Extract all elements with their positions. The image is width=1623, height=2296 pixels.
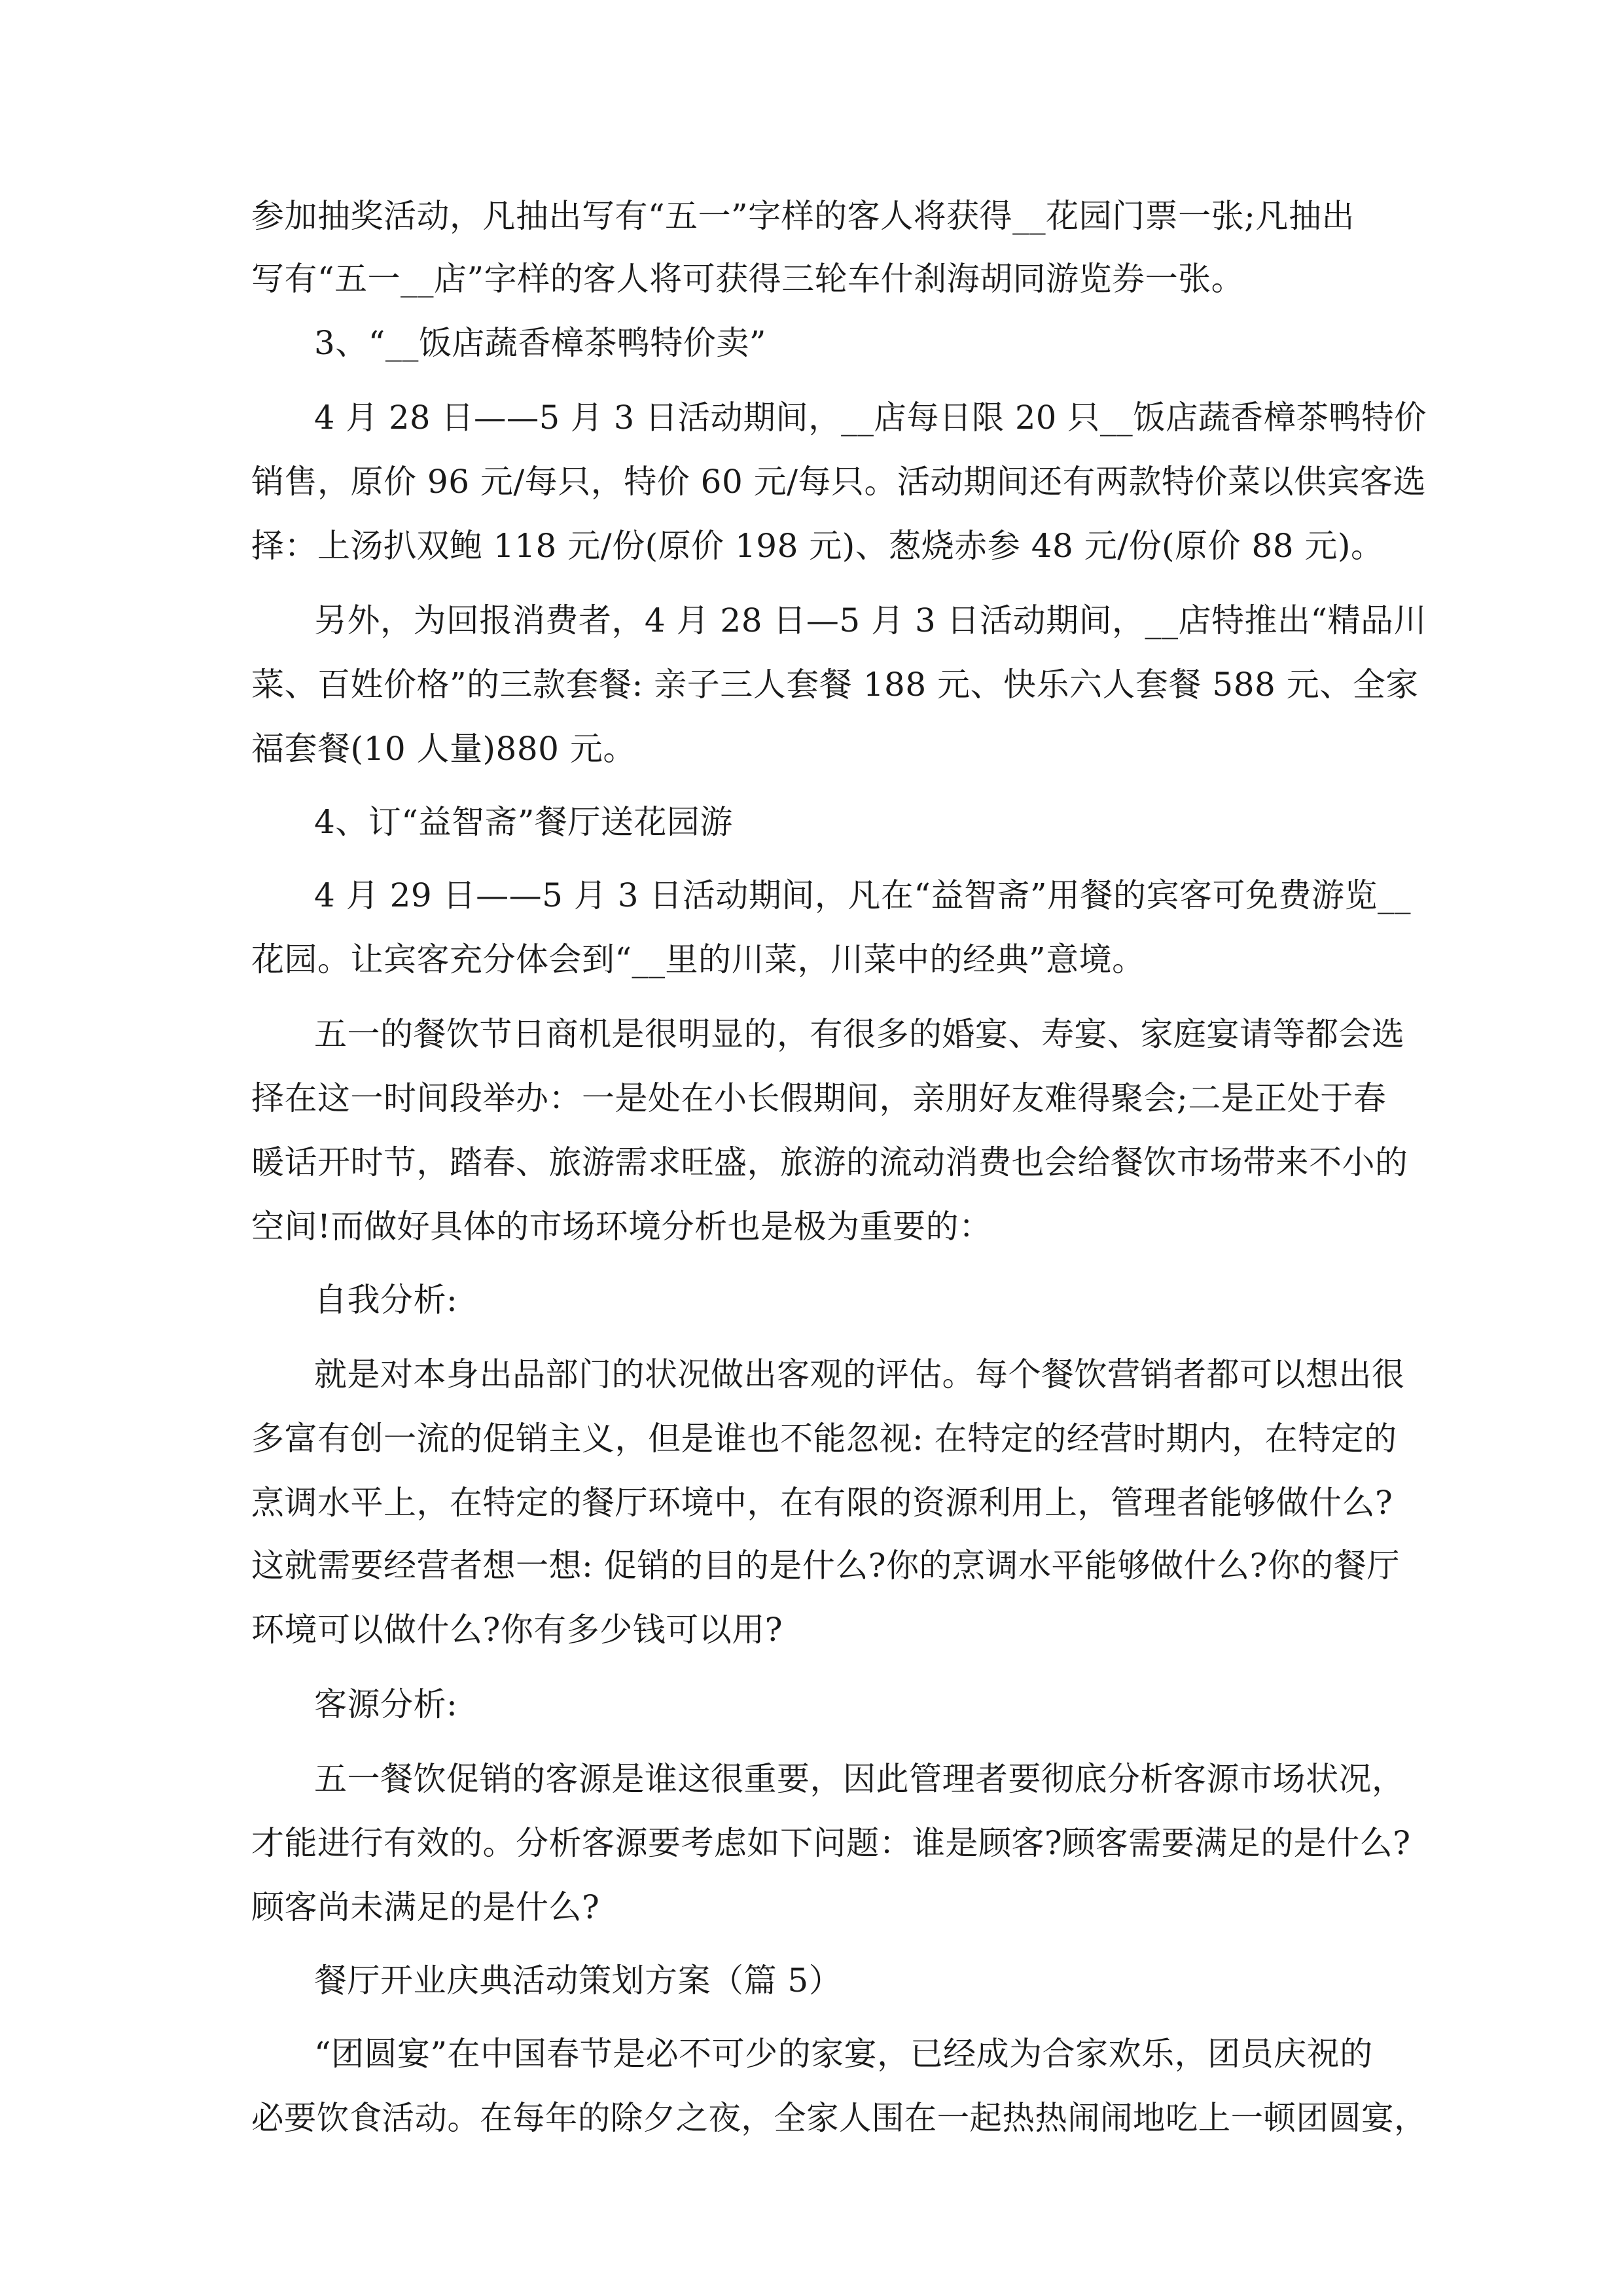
body-line: 4 月 29 日——5 月 3 日活动期间，凡在“益智斋”用餐的宾客可免费游览__ [314,876,1412,914]
body-line: 写有“五一__店”字样的客人将可获得三轮车什刹海胡同游览券一张。 [251,260,1245,298]
body-line: 暖话开时节，踏春、旅游需求旺盛，旅游的流动消费也会给餐饮市场带来不小的 [251,1143,1408,1181]
section-heading: 4、订“益智斋”餐厅送花园游 [314,803,733,841]
body-line: 菜、百姓价格”的三款套餐: 亲子三人套餐 188 元、快乐六人套餐 588 元、全家 [251,666,1419,704]
body-line: 花园。让宾客充分体会到“__里的川菜，川菜中的经典”意境。 [251,941,1145,978]
body-line: 五一餐饮促销的客源是谁这很重要，因此管理者要彻底分析客源市场状况， [314,1760,1405,1798]
body-line: 择：上汤扒双鲍 118 元/份(原价 198 元)、葱烧赤参 48 元/份(原价 88 元)。 [251,527,1384,565]
body-line: 参加抽奖活动，凡抽出写有“五一”字样的客人将获得__花园门票一张;凡抽出 [251,197,1355,235]
body-line: “团圆宴”在中国春节是必不可少的家宴，已经成为合家欢乐，团员庆祝的 [314,2035,1373,2073]
section-heading: 3、“__饭店蔬香樟茶鸭特价卖” [314,324,766,362]
body-line: 销售，原价 96 元/每只，特价 60 元/每只。活动期间还有两款特价菜以供宾客选 [251,463,1427,501]
body-line: 另外，为回报消费者，4 月 28 日—5 月 3 日活动期间，__店特推出“精品川 [314,601,1427,639]
body-line: 烹调水平上，在特定的餐厅环境中，在有限的资源利用上，管理者能够做什么? [251,1484,1393,1522]
body-line: 顾客尚未满足的是什么? [251,1888,600,1926]
body-line: 4 月 28 日——5 月 3 日活动期间，__店每日限 20 只__饭店蔬香樟茶鸭特价 [314,399,1427,437]
body-line: 福套餐(10 人量)880 元。 [251,730,636,768]
body-line: 五一的餐饮节日商机是很明显的，有很多的婚宴、寿宴、家庭宴请等都会选 [314,1015,1405,1053]
body-line: 空间!而做好具体的市场环境分析也是极为重要的： [251,1208,992,1246]
body-line: 就是对本身出品部门的状况做出客观的评估。每个餐饮营销者都可以想出很 [314,1355,1405,1393]
subheading: 自我分析: [314,1281,458,1319]
body-line: 多富有创一流的促销主义，但是谁也不能忽视: 在特定的经营时期内，在特定的 [251,1420,1397,1458]
body-line: 才能进行有效的。分析客源要考虑如下问题：谁是顾客?顾客需要满足的是什么? [251,1824,1411,1862]
subheading: 客源分析: [314,1685,458,1723]
body-line: 环境可以做什么?你有多少钱可以用? [251,1611,783,1649]
body-line: 择在这一时间段举办：一是处在小长假期间，亲朋好友难得聚会;二是正处于春 [251,1079,1387,1117]
section-title: 餐厅开业庆典活动策划方案（篇 5） [314,1962,842,2000]
body-line: 必要饮食活动。在每年的除夕之夜，全家人围在一起热热闹闹地吃上一顿团圆宴， [251,2099,1427,2137]
body-line: 这就需要经营者想一想: 促销的目的是什么?你的烹调水平能够做什么?你的餐厅 [251,1547,1400,1585]
